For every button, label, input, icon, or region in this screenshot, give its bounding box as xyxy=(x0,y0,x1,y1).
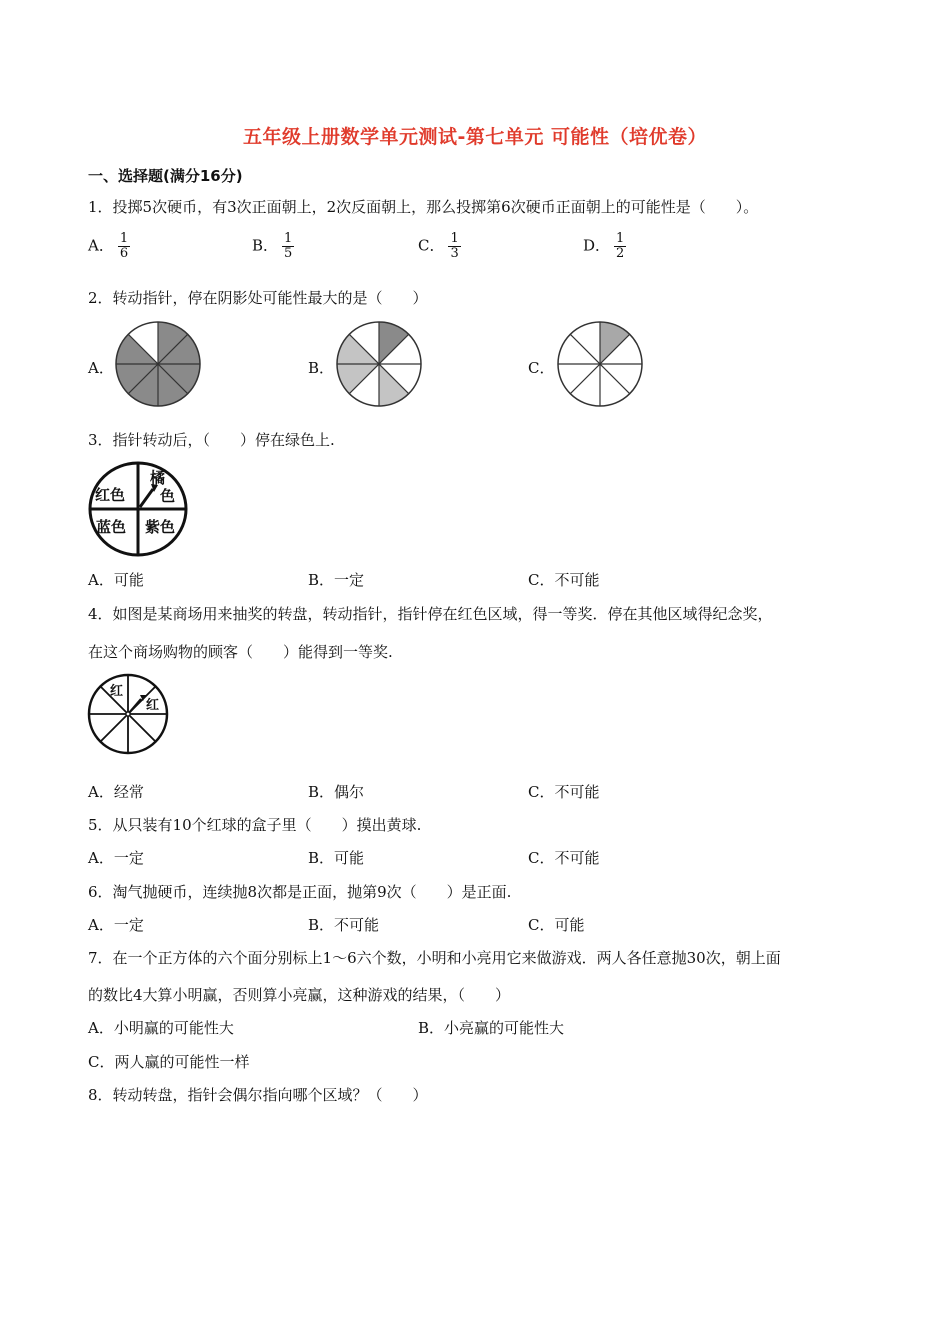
q1-option-b[interactable] xyxy=(252,232,294,261)
q2-option-c[interactable]: C． xyxy=(528,359,555,377)
section-heading: 一、选择题(满分16分) xyxy=(88,167,243,185)
q7-option-b[interactable]: B．小亮赢的可能性大 xyxy=(418,1019,565,1037)
q2-option-b[interactable]: B． xyxy=(308,359,335,377)
question-7-line-1: 7．在一个正方体的六个面分别标上1～6六个数，小明和小亮用它来做游戏．两人各任意抛30次，朝上面 xyxy=(88,949,781,967)
wheel-label-orange-1: 橘 xyxy=(150,469,166,487)
wheel-label-orange-2: 色 xyxy=(160,487,176,505)
wheel-label-red-1: 红 xyxy=(110,684,124,699)
question-1-text: 1．投掷5次硬币，有3次正面朝上，2次反面朝上，那么投掷第6次硬币正面朝上的可能性是（ ）。 xyxy=(88,198,759,216)
wheel-label-purple: 紫色 xyxy=(145,518,176,536)
wheel-label-red: 红色 xyxy=(95,486,126,504)
q5-option-b[interactable]: B．可能 xyxy=(308,849,365,867)
fraction: $\frac{1}{3}$ xyxy=(450,231,459,261)
fraction: $\frac{1}{6}$ xyxy=(119,231,129,261)
page-title: 五年级上册数学单元测试-第七单元 可能性（培优卷） xyxy=(242,126,707,148)
option-label: A． xyxy=(88,236,114,255)
fraction: $\frac{1}{2}$ xyxy=(616,231,625,261)
color-spinner-figure xyxy=(88,461,188,557)
question-6-text: 6．淘气抛硬币，连续抛8次都是正面，抛第9次（ ）是正面. xyxy=(88,883,512,901)
q4-option-c[interactable]: C．不可能 xyxy=(528,783,600,801)
q4-option-b[interactable]: B．偶尔 xyxy=(308,783,365,801)
q5-option-a[interactable]: A．一定 xyxy=(88,849,144,867)
q1-option-a[interactable] xyxy=(88,232,130,261)
q5-option-c[interactable]: C．不可能 xyxy=(528,849,600,867)
question-2-text: 2．转动指针，停在阴影处可能性最大的是（ ） xyxy=(88,289,428,307)
spinner-c-figure xyxy=(556,320,644,408)
q3-option-c[interactable]: C．不可能 xyxy=(528,571,600,589)
question-4-line-2: 在这个商场购物的顾客（ ）能得到一等奖. xyxy=(88,643,393,661)
wheel-label-red-2: 红 xyxy=(146,698,160,713)
fraction: $\frac{1}{5}$ xyxy=(284,231,293,261)
question-4-line-1: 4．如图是某商场用来抽奖的转盘，转动指针，指针停在红色区域，得一等奖．停在其他区域得纪念奖， xyxy=(88,605,773,623)
q4-option-a[interactable]: A．经常 xyxy=(88,783,144,801)
option-label: D． xyxy=(583,236,611,255)
q7-option-c[interactable]: C．两人赢的可能性一样 xyxy=(88,1053,250,1071)
q1-option-d[interactable] xyxy=(583,232,626,261)
question-5-text: 5．从只装有10个红球的盒子里（ ）摸出黄球. xyxy=(88,816,422,834)
q6-option-b[interactable]: B．不可能 xyxy=(308,916,380,934)
q7-option-a[interactable]: A．小明赢的可能性大 xyxy=(88,1019,234,1037)
q6-option-a[interactable]: A．一定 xyxy=(88,916,144,934)
option-label: B． xyxy=(252,236,279,255)
prize-spinner-figure xyxy=(87,673,169,755)
spinner-b-figure xyxy=(335,320,423,408)
q6-option-c[interactable]: C．可能 xyxy=(528,916,585,934)
spinner-a-figure xyxy=(114,320,202,408)
question-3-text: 3．指针转动后，（ ）停在绿色上. xyxy=(88,431,335,449)
question-8-text: 8．转动转盘，指针会偶尔指向哪个区域？（ ） xyxy=(88,1086,428,1104)
q3-option-a[interactable]: A．可能 xyxy=(88,571,144,589)
q2-option-a[interactable]: A． xyxy=(88,359,114,377)
q1-option-c[interactable] xyxy=(418,232,461,261)
wheel-label-blue: 蓝色 xyxy=(96,518,127,536)
question-7-line-2: 的数比4大算小明赢，否则算小亮赢，这种游戏的结果，（ ） xyxy=(88,986,511,1004)
option-label: C． xyxy=(418,236,445,255)
q3-option-b[interactable]: B．一定 xyxy=(308,571,365,589)
